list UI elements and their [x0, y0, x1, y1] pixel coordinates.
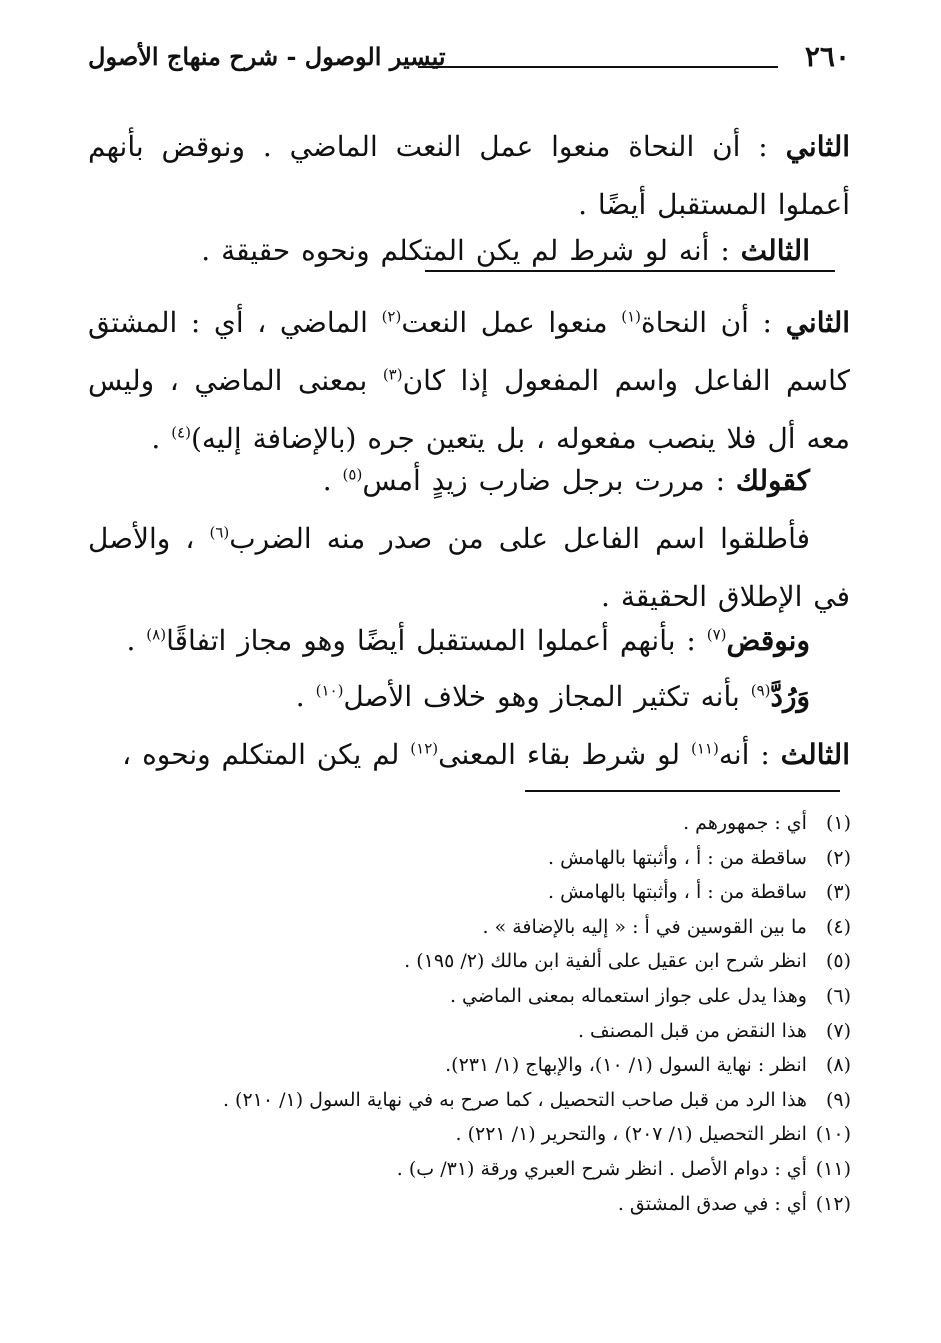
body-text: لم يكن المتكلم ونحوه ،: [122, 738, 411, 771]
footnote-text: أي : جمهورهم .: [683, 812, 807, 834]
footnote-text: انظر : نهاية السول (١/ ١٠)، والإبهاج (١/ ٢٣١).: [445, 1054, 807, 1077]
body-text: منعوا عمل النعت: [401, 306, 622, 339]
summary-paragraph-second: [88, 118, 850, 234]
footnote-11: [91, 1152, 851, 1187]
footnote-ref[interactable]: (١٢): [410, 739, 439, 758]
body-text: لو شرط بقاء المعنى: [438, 738, 691, 771]
footnote-10: [91, 1117, 851, 1152]
footnote-ref[interactable]: (٤): [171, 423, 191, 442]
body-paragraph-example: [88, 452, 850, 510]
summary-text-second: : أن النحاة منعوا عمل النعت الماضي . ونوقض بأنهم أعملوا المستقبل أيضًا .: [88, 130, 850, 221]
page-number: ٢٦٠: [804, 40, 850, 73]
footnote-7: [91, 1014, 851, 1049]
body-paragraph-objection: [88, 612, 850, 670]
footnote-4: [91, 910, 851, 945]
running-title: تيسير الوصول - شرح منهاج الأصول: [88, 42, 446, 71]
footnote-ref[interactable]: (٧): [706, 625, 727, 644]
footnote-number: (٢): [825, 846, 851, 869]
body-text: .: [295, 680, 316, 713]
body-label-third: الثالث: [780, 738, 850, 771]
body-paragraph-second: [88, 294, 850, 468]
footnote-number: (١٠): [815, 1123, 851, 1146]
body-paragraph-rebuttal: [88, 668, 850, 726]
footnote-number: (٥): [825, 950, 851, 973]
footnote-ref[interactable]: (٦): [209, 523, 230, 542]
footnote-ref[interactable]: (١١): [691, 739, 719, 758]
body-label-objection: ونوقض: [726, 624, 810, 657]
footnote-text: أي : في صدق المشتق .: [617, 1192, 807, 1215]
body-text: الماضي ، أي : المشتق كاسم الفاعل واسم المفعول إذا كان: [88, 306, 850, 397]
footnote-2: [91, 841, 851, 876]
summary-underline: [425, 270, 835, 272]
body-paragraph-third: [88, 726, 850, 784]
footnote-text: وهذا يدل على جواز استعماله بمعنى الماضي .: [449, 984, 807, 1007]
footnote-number: (٤): [825, 915, 851, 938]
body-text: : بأنهم أعملوا المستقبل أيضًا وهو مجاز اتفاقًا: [166, 624, 707, 657]
footnote-ref[interactable]: (٩): [750, 681, 771, 700]
summary-label-third: الثالث: [740, 234, 810, 267]
footnote-ref[interactable]: (٣): [382, 365, 403, 384]
footnote-9: [91, 1083, 851, 1118]
footnote-ref[interactable]: (١٠): [315, 681, 344, 700]
footnote-number: (١١): [815, 1157, 851, 1180]
footnote-text: انظر شرح ابن عقيل على ألفية ابن مالك (٢/ ١٩٥) .: [404, 950, 807, 973]
footnote-ref[interactable]: (٥): [342, 465, 363, 484]
page-header: [88, 38, 850, 88]
body-label-second: الثاني: [785, 306, 851, 339]
footnote-1: [91, 806, 851, 841]
body-text: .: [126, 624, 147, 657]
body-text: فأطلقوا اسم الفاعل على من صدر منه الضرب: [229, 522, 810, 555]
footnote-number: (٧): [825, 1019, 851, 1042]
footnote-12: [91, 1187, 851, 1222]
footnote-number: (٩): [825, 1088, 851, 1111]
footnote-number: (١): [825, 812, 851, 834]
body-text: .: [151, 422, 172, 455]
footnote-text: ما بين القوسين في أ : « إليه بالإضافة » .: [482, 915, 807, 938]
body-text: .: [322, 464, 343, 497]
summary-text-third: : أنه لو شرط لم يكن المتكلم ونحوه حقيقة .: [201, 234, 741, 267]
body-text: بمعنى الماضي ، وليس معه أل فلا ينصب مفعوله ، بل يتعين جره (بالإضافة إليه): [88, 364, 850, 455]
body-text: ، والأصل في الإطلاق الحقيقة .: [88, 522, 850, 613]
body-paragraph-usage: [88, 510, 850, 626]
body-label-example: كقولك: [735, 464, 810, 497]
footnotes: [91, 806, 851, 1221]
header-rule: [418, 66, 778, 68]
summary-label-second: الثاني: [785, 130, 850, 163]
footnote-number: (١٢): [815, 1192, 851, 1215]
footnote-number: (٦): [825, 984, 851, 1007]
footnote-ref[interactable]: (١): [621, 307, 641, 326]
footnote-text: انظر التحصيل (١/ ٢٠٧) ، والتحرير (١/ ٢٢١) .: [455, 1123, 807, 1146]
footnote-text: ساقطة من : أ ، وأثبتها بالهامش .: [548, 881, 807, 904]
footnote-5: [91, 944, 851, 979]
footnote-6: [91, 979, 851, 1014]
footnote-text: هذا الرد من قبل صاحب التحصيل ، كما صرح به في نهاية السول (١/ ٢١٠) .: [222, 1088, 807, 1111]
footnote-number: (٣): [825, 881, 851, 904]
body-label-rebuttal: وَرُدَّ: [770, 680, 810, 713]
footnote-8: [91, 1048, 851, 1083]
footnote-ref[interactable]: (٢): [381, 307, 402, 326]
footnote-separator: [525, 790, 840, 792]
footnote-text: ساقطة من : أ ، وأثبتها بالهامش .: [548, 846, 807, 869]
body-text: : أن النحاة: [640, 306, 786, 339]
body-text: بأنه تكثير المجاز وهو خلاف الأصل: [343, 680, 751, 713]
footnote-text: أي : دوام الأصل . انظر شرح العبري ورقة (٣١/ ب) .: [396, 1157, 807, 1180]
body-text: : أنه: [718, 738, 781, 771]
footnote-3: [91, 875, 851, 910]
footnote-number: (٨): [825, 1054, 851, 1077]
footnote-text: هذا النقض من قبل المصنف .: [577, 1019, 807, 1042]
footnote-ref[interactable]: (٨): [146, 625, 167, 644]
body-text: : مررت برجل ضارب زيدٍ أمس: [362, 464, 736, 497]
